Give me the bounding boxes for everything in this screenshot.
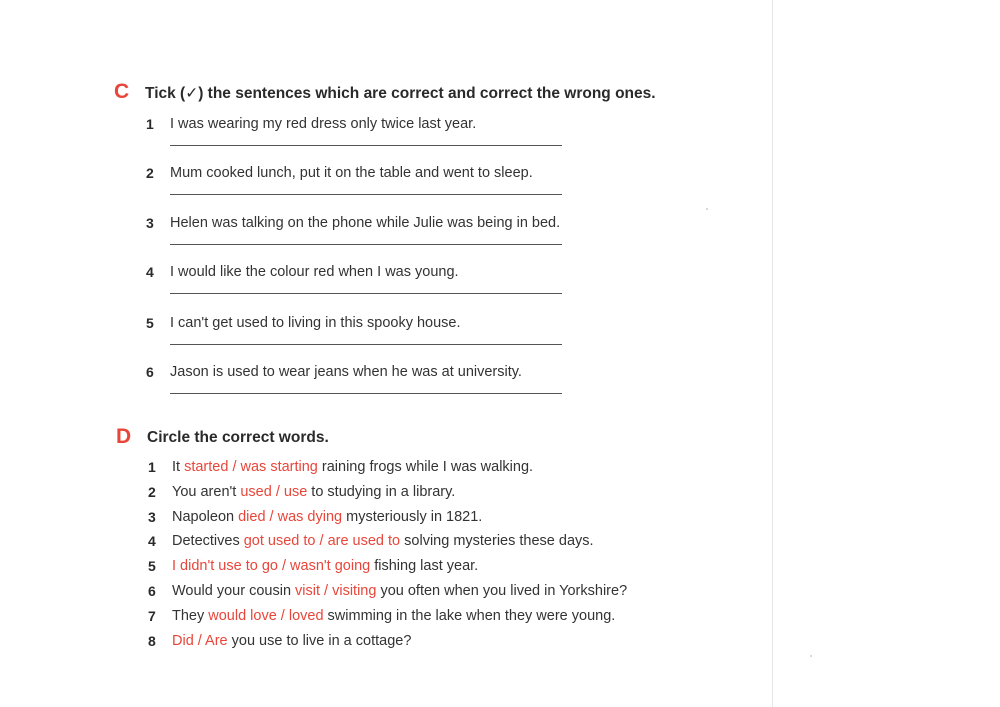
- section-c-instruction: Tick (✓) the sentences which are correct and correct the wrong ones.: [145, 85, 656, 102]
- answer-line[interactable]: [170, 145, 562, 146]
- sentence-end: you often when you lived in Yorkshire?: [376, 583, 628, 599]
- scan-speck: [810, 655, 812, 657]
- item-number: 1: [146, 116, 154, 132]
- answer-options[interactable]: started / was starting: [184, 459, 318, 475]
- exercise-item: [146, 215, 586, 265]
- item-number: 2: [148, 484, 156, 500]
- answer-options[interactable]: got used to / are used to: [243, 533, 401, 549]
- sentence-end: swimming in the lake when they were young.: [323, 608, 616, 624]
- answer-options[interactable]: would love / loved: [208, 608, 324, 624]
- exercise-item: [146, 116, 586, 166]
- answer-options[interactable]: died / was dying: [238, 509, 343, 525]
- item-number: 5: [148, 558, 156, 574]
- item-number: 7: [148, 608, 156, 624]
- answer-options[interactable]: I didn't use to go / wasn't going: [172, 558, 371, 574]
- sentence-start: They: [172, 608, 209, 624]
- answer-options[interactable]: used / use: [240, 484, 308, 500]
- sentence-start: Would your cousin: [172, 583, 296, 599]
- section-c-letter: C: [114, 80, 130, 103]
- sentence-start: It: [172, 459, 185, 475]
- page-edge: [772, 0, 773, 707]
- sentence-end: solving mysteries these days.: [400, 533, 594, 549]
- answer-line[interactable]: [170, 244, 562, 245]
- answer-options[interactable]: Did / Are: [172, 633, 228, 649]
- sentence-start: You aren't: [172, 484, 241, 500]
- item-number: 6: [146, 364, 154, 380]
- item-number: 5: [146, 315, 154, 331]
- item-number: 3: [148, 509, 156, 525]
- item-sentence: I would like the colour red when I was young.: [170, 264, 459, 280]
- section-d-instruction: Circle the correct words.: [147, 429, 329, 446]
- answer-line[interactable]: [170, 293, 562, 294]
- item-number: 4: [148, 533, 156, 549]
- exercise-item: [146, 165, 586, 215]
- sentence-end: to studying in a library.: [307, 484, 456, 500]
- section-d-letter: D: [116, 425, 132, 448]
- answer-line[interactable]: [170, 344, 562, 345]
- item-sentence: Jason is used to wear jeans when he was at university.: [170, 364, 522, 380]
- sentence-end: raining frogs while I was walking.: [317, 459, 534, 475]
- exercise-item: [146, 264, 586, 314]
- item-sentence: I can't get used to living in this spooky house.: [170, 315, 461, 331]
- item-number: 1: [148, 459, 156, 475]
- exercise-item: [146, 364, 586, 414]
- item-sentence: Mum cooked lunch, put it on the table and went to sleep.: [170, 165, 533, 181]
- sentence-start: Napoleon: [172, 509, 239, 525]
- answer-line[interactable]: [170, 194, 562, 195]
- item-sentence: I was wearing my red dress only twice last year.: [170, 116, 477, 132]
- exercise-item: [146, 315, 586, 365]
- sentence-end: you use to live in a cottage?: [227, 633, 412, 649]
- item-number: 6: [148, 583, 156, 599]
- sentence-end: fishing last year.: [370, 558, 479, 574]
- sentence-start: Detectives: [172, 533, 244, 549]
- item-sentence: Helen was talking on the phone while Julie was being in bed.: [170, 215, 561, 231]
- item-number: 3: [146, 215, 154, 231]
- item-number: 8: [148, 633, 156, 649]
- answer-line[interactable]: [170, 393, 562, 394]
- sentence-end: mysteriously in 1821.: [342, 509, 483, 525]
- answer-options[interactable]: visit / visiting: [295, 583, 377, 599]
- item-number: 2: [146, 165, 154, 181]
- scan-speck: [706, 208, 708, 210]
- item-number: 4: [146, 264, 154, 280]
